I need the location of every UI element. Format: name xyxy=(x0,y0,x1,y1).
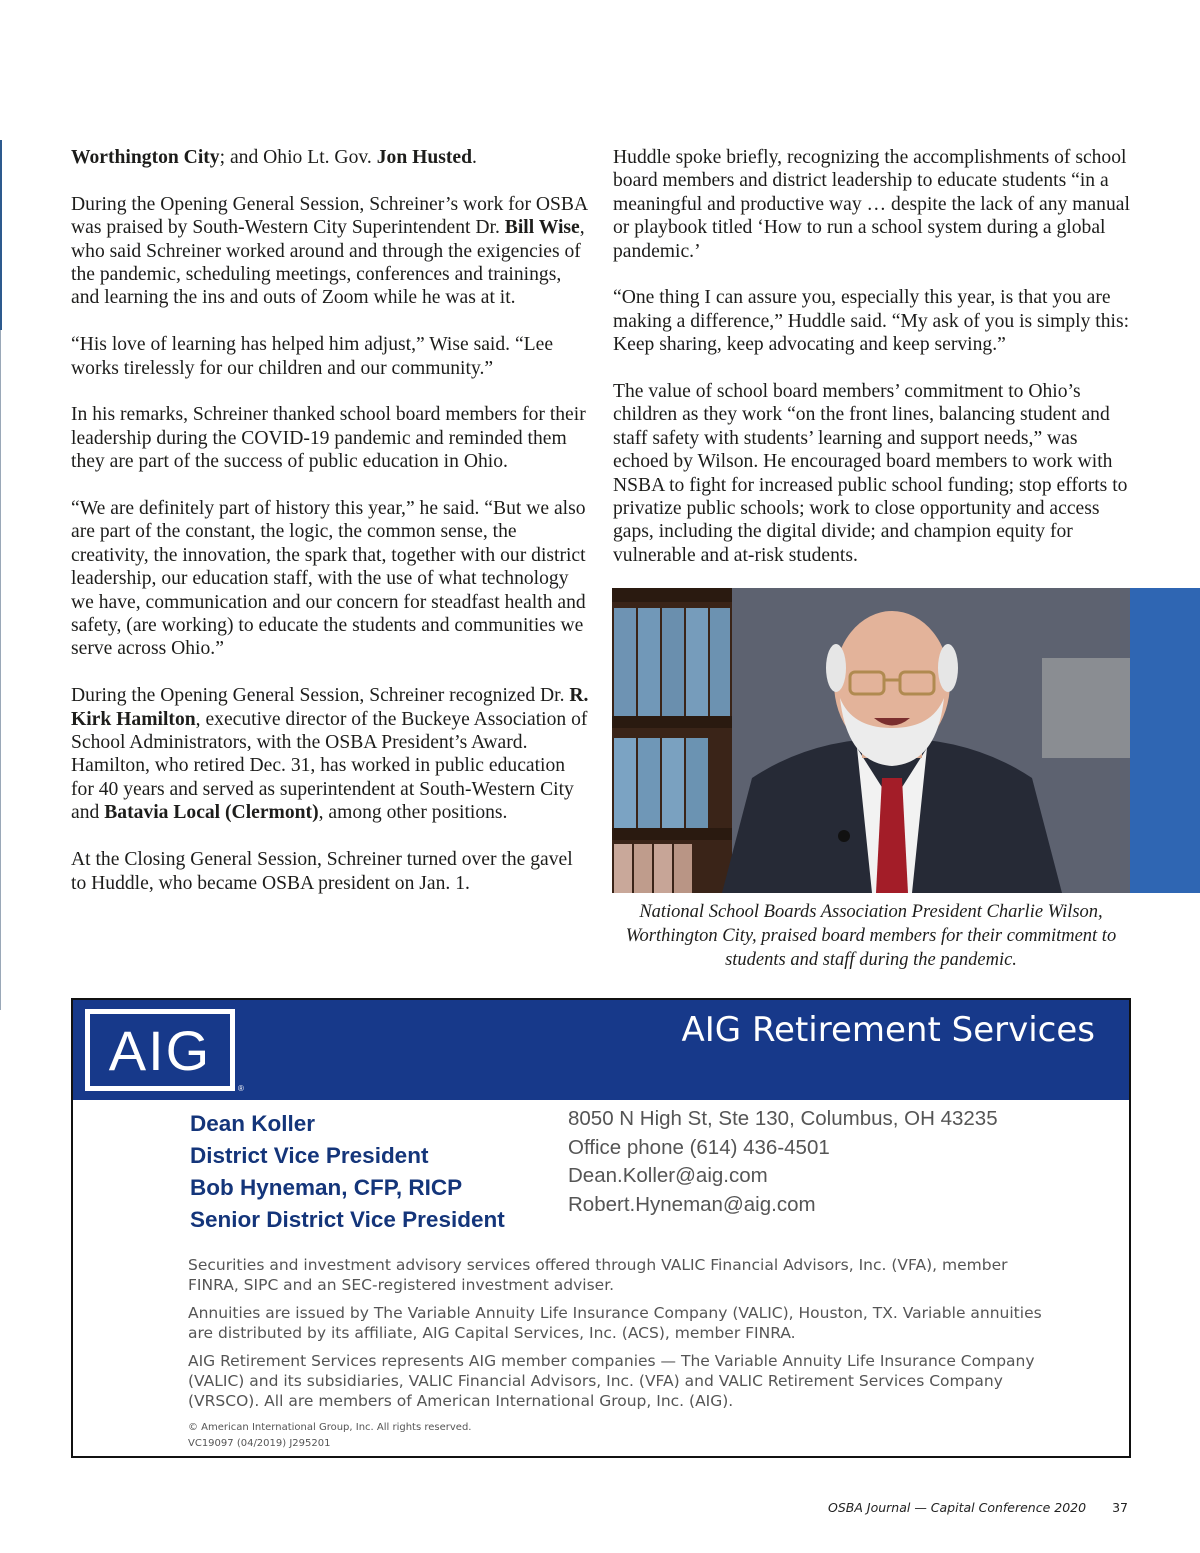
contact-name: Dean Koller xyxy=(190,1111,316,1136)
paragraph: At the Closing General Session, Schreiner turned over the gavel to Huddle, who became OSBA president on Jan. 1. xyxy=(71,849,573,894)
text-run: , among other positions. xyxy=(318,802,508,824)
paragraph: Huddle spoke briefly, recognizing the accomplishments of school board members and district leadership to educate students “in a meaningful and productive way … despite the lack of any manual or playbook titled ‘How to run a school system during a global pandemic.’ xyxy=(613,147,1130,262)
contact-role: Senior District Vice President xyxy=(190,1207,505,1232)
paragraph xyxy=(71,146,591,169)
right-column xyxy=(613,146,1133,591)
paragraph: The value of school board members’ commitment to Ohio’s children as they work “on the front lines, balancing student and staff safety with students’ learning and support needs,” was echoed by Wilson. He encouraged board members to work with NSBA to fight for increased public school funding; stop efforts to privatize public schools; work to close opportunity and access gaps, including the digital divide; and champion equity for vulnerable and at-risk students. xyxy=(613,381,1128,566)
page-edge-rule-lower xyxy=(0,330,1,1010)
portrait-illustration xyxy=(612,588,1130,893)
text-run: . xyxy=(472,147,477,168)
paragraph: “We are definitely part of history this year,” he said. “But we also are part of the constant, the logic, the common sense, the creativity, the innovation, the spark that, together with our district leadership, our education staff, with the use of what technology we have, communication and our concern for steadfast health and safety, (are working) to educate the students and communities we serve across Ohio.” xyxy=(71,498,586,660)
paragraph: In his remarks, Schreiner thanked school board members for their leadership during the COVID-19 pandemic and reminded them they are part of the success of public education in Ohio. xyxy=(71,404,586,473)
ad-title: AIG Retirement Services xyxy=(681,1010,1095,1050)
text-run: , who said Schreiner worked around and through the exigencies of the pandemic, scheduling meetings, conferences and trainings, and learning the ins and outs of Zoom while he was at it. xyxy=(71,217,585,309)
address: 8050 N High St, Ste 130, Columbus, OH 43235 xyxy=(568,1107,998,1130)
office-phone: Office phone (614) 436-4501 xyxy=(568,1135,830,1159)
disclaimers xyxy=(188,1255,1048,1419)
disclaimer: Annuities are issued by The Variable Annuity Life Insurance Company (VALIC), Houston, TX. Variable annuities are distributed by its affiliate, AIG Capital Services, Inc. (ACS), member FINRA. xyxy=(188,1304,1042,1342)
text-run: During the Opening General Session, Schreiner’s work for OSBA was praised by South-Western City Superintendent Dr. xyxy=(71,193,588,239)
contact-details xyxy=(568,1105,998,1219)
ad-header xyxy=(73,1000,1129,1100)
journal-title: OSBA Journal — Capital Conference 2020 xyxy=(828,1500,1087,1515)
contact-name: Bob Hyneman, CFP, RICP xyxy=(190,1175,463,1200)
email-hyneman: Robert.Hyneman@aig.com xyxy=(568,1192,816,1216)
accent-side-bar xyxy=(1130,588,1200,893)
paragraph xyxy=(71,193,591,310)
contact-role: District Vice President xyxy=(190,1143,429,1168)
paragraph xyxy=(71,684,591,824)
bold-name: R. Kirk Hamilton xyxy=(71,685,589,730)
fine-print xyxy=(188,1420,471,1452)
text-run: , executive director of the Buckeye Association of School Administrators, with the OSBA President’s Award. Hamilton, who retired Dec. 31, has worked in public education for 40 years and served as superintendent at South-Western City and xyxy=(71,708,588,824)
left-column xyxy=(71,146,591,918)
photo-caption: National School Boards Association President Charlie Wilson, Worthington City, praised board members for their commitment to students and staff during the pandemic. xyxy=(625,902,1117,970)
aig-logo-text: AIG xyxy=(108,1018,212,1082)
page-edge-rule xyxy=(0,140,2,330)
bold-name: Jon Husted xyxy=(376,147,472,168)
registered-mark: ® xyxy=(238,1084,244,1093)
contact-names xyxy=(190,1108,505,1236)
paragraph: “One thing I can assure you, especially this year, is that you are making a difference,” Huddle said. “My ask of you is simply this: Keep sharing, keep advocating and keep serving.” xyxy=(613,287,1130,356)
text-run: During the Opening General Session, Schreiner recognized Dr. xyxy=(71,685,570,707)
aig-logo xyxy=(85,1009,235,1091)
email-koller: Dean.Koller@aig.com xyxy=(568,1164,768,1187)
bold-name: Worthington City xyxy=(71,147,220,168)
disclaimer: AIG Retirement Services represents AIG member companies — The Variable Annuity Life Insurance Company (VALIC) and its subsidiaries, VALIC Financial Advisors, Inc. (VFA) and VALIC Retirement Services Company (VRSCO). All are members of American International Group, Inc. (AIG). xyxy=(188,1352,1035,1410)
copyright: © American International Group, Inc. All rights reserved. xyxy=(188,1422,472,1433)
bold-name: Bill Wise xyxy=(504,217,580,239)
paragraph: “His love of learning has helped him adjust,” Wise said. “Lee works tirelessly for our children and our community.” xyxy=(71,334,554,379)
bold-name: Batavia Local (Clermont) xyxy=(104,802,319,824)
page-footer xyxy=(828,1500,1128,1515)
ad-code: VC19097 (04/2019) J295201 xyxy=(188,1438,331,1449)
disclaimer: Securities and investment advisory services offered through VALIC Financial Advisors, Inc. (VFA), member FINRA, SIPC and an SEC-registered investment adviser. xyxy=(188,1256,1008,1294)
aig-advertisement xyxy=(71,998,1131,1458)
text-run: ; and Ohio Lt. Gov. xyxy=(219,147,377,168)
page-number: 37 xyxy=(1112,1500,1128,1515)
photo-charlie-wilson xyxy=(612,588,1130,893)
